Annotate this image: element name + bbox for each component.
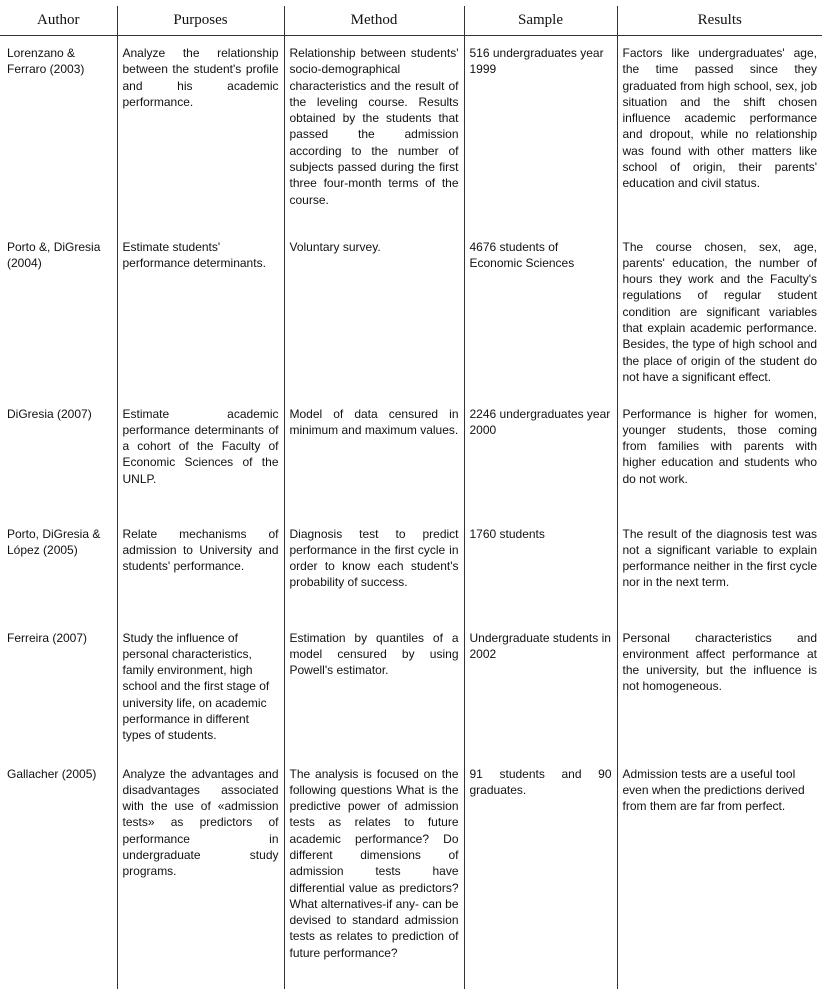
header-author: Author — [0, 6, 117, 36]
sample-cell: 516 undergraduates year 1999 — [464, 36, 617, 230]
results-cell: Performance is higher for women, younger students, those coming from families with parents with higher education and students who do not work. — [617, 397, 822, 517]
results-cell: Personal characteristics and environment affect performance at the university, but the influence is not homogeneous. — [617, 621, 822, 757]
author-cell: Ferreira (2007) — [7, 630, 88, 645]
header-purposes: Purposes — [117, 6, 284, 36]
table-row — [0, 397, 822, 517]
method-cell: Diagnosis test to predict performance in the first cycle in order to know each student's probability of success. — [284, 517, 464, 621]
purposes-cell: Estimate students' performance determinants. — [117, 230, 284, 397]
header-sample: Sample — [464, 6, 617, 36]
sample-cell: 1760 students — [464, 517, 617, 621]
purposes-cell: Analyze the advantages and disadvantages associated with the use of «admission tests» as predictors of performance in undergraduate study programs. — [117, 757, 284, 989]
purposes-cell: Analyze the relationship between the student's profile and his academic performance. — [117, 36, 284, 230]
table-row — [0, 230, 822, 397]
table-row — [0, 757, 822, 989]
results-cell: Admission tests are a useful tool even when the predictions derived from them are far from perfect. — [617, 757, 822, 989]
author-cell: Gallacher (2005) — [7, 766, 97, 781]
method-cell: Relationship between students' socio-demographical characteristics and the result of the leveling course. Results obtained by the students that passed the admission according to the number of subjects passed during the first three four-month terms of the course. — [284, 36, 464, 230]
sample-cell: 4676 students of Economic Sciences — [464, 230, 617, 397]
results-cell: The course chosen, sex, age, parents' education, the number of hours they work and the Faculty's regulations of regular student condition are significant variables that explain academic performance. Besides, the type of high school and the place of origin of the student do not have a significant effect. — [617, 230, 822, 397]
results-cell: Factors like undergraduates' age, the time passed since they graduated from high school, sex, job situation and the shift chosen influence academic performance and dropout, while no relationship was found with other matters like school of origin, their parents' education and civil status. — [617, 36, 822, 230]
purposes-cell: Study the influence of personal characteristics, family environment, high school and the first stage of university life, on academic performance in different types of students. — [117, 621, 284, 757]
author-cell: Lorenzano & Ferraro (2003) — [7, 46, 85, 77]
sample-cell: 91 students and 90 graduates. — [464, 757, 617, 989]
purposes-cell: Estimate academic performance determinants of a cohort of the Faculty of Economic Sciences of the UNLP. — [117, 397, 284, 517]
sample-cell: 2246 undergraduates year 2000 — [464, 397, 617, 517]
author-cell: DiGresia (2007) — [7, 406, 92, 421]
table-row — [0, 517, 822, 621]
header-method: Method — [284, 6, 464, 36]
author-cell: Porto &, DiGresia (2004) — [7, 239, 101, 270]
header-row — [0, 6, 822, 36]
author-cell: Porto, DiGresia & López (2005) — [7, 526, 101, 557]
sample-cell: Undergraduate students in 2002 — [464, 621, 617, 757]
results-cell: The result of the diagnosis test was not a significant variable to explain performance neither in the first cycle nor in the next term. — [617, 517, 822, 621]
method-cell: Voluntary survey. — [284, 230, 464, 397]
method-cell: The analysis is focused on the following questions What is the predictive power of admission tests as relates to future academic performance? Do different dimensions of admission tests have differential value as predictors? What alternatives-if any- can be devised to standard admission tests as relates to prediction of future performance? — [284, 757, 464, 989]
table-row — [0, 621, 822, 757]
header-results: Results — [617, 6, 822, 36]
method-cell: Estimation by quantiles of a model censured by using Powell's estimator. — [284, 621, 464, 757]
literature-review-table — [0, 6, 822, 989]
purposes-cell: Relate mechanisms of admission to University and students' performance. — [117, 517, 284, 621]
table-row — [0, 36, 822, 230]
method-cell: Model of data censured in minimum and maximum values. — [284, 397, 464, 517]
